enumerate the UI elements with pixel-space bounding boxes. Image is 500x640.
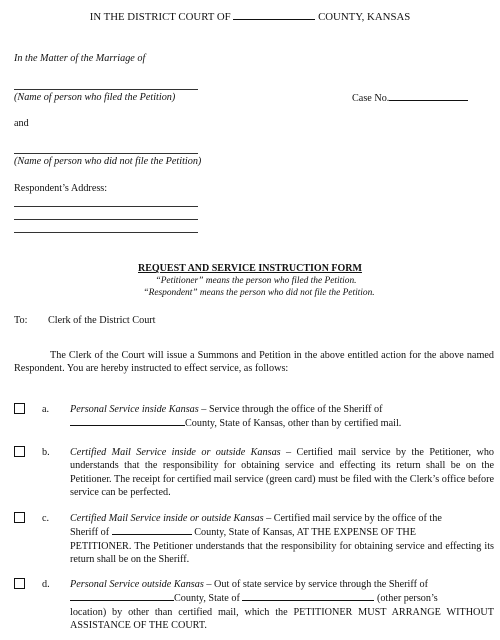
option-d-county-blank[interactable] bbox=[70, 591, 174, 601]
option-a-checkbox[interactable] bbox=[14, 403, 25, 414]
respondent-name-label: (Name of person who did not file the Petition) bbox=[14, 156, 202, 167]
option-b-body: – Certified mail service by the Petitioner, who understands that the responsibility for obtaining service and effecting its return shall be on the Petitioner. The receipt for certified mail service (green card) must be filed with the Clerk’s office before service can be perfected. bbox=[70, 447, 495, 498]
option-d-letter: d. bbox=[42, 579, 50, 590]
court-header bbox=[0, 10, 500, 24]
option-d-line1: – Out of state service by service through the Sheriff of bbox=[206, 579, 428, 590]
option-d-heading: Personal Service outside Kansas bbox=[70, 579, 204, 590]
option-d-checkbox[interactable] bbox=[14, 578, 25, 589]
option-b-checkbox[interactable] bbox=[14, 446, 25, 457]
option-c-rest: PETITIONER. The Petitioner understands that the responsibility for obtaining service and effecting its return shall be on the Sheriff. bbox=[70, 540, 494, 565]
option-b-heading: Certified Mail Service inside or outside Kansas bbox=[70, 447, 281, 458]
respondent-address-label: Respondent’s Address: bbox=[14, 183, 108, 194]
option-c-heading: Certified Mail Service inside or outside Kansas bbox=[70, 513, 264, 524]
option-c-text bbox=[70, 512, 494, 566]
petitioner-name-line[interactable] bbox=[14, 89, 198, 90]
option-a-text bbox=[70, 403, 494, 431]
respondent-name-line[interactable] bbox=[14, 153, 198, 154]
case-number-label: Case No. bbox=[352, 93, 390, 104]
option-d-rest: location) by other than certified mail, which the PETITIONER MUST ARRANGE WITHOUT ASSISTANCE OF THE COURT. bbox=[70, 606, 494, 631]
county-blank[interactable] bbox=[233, 10, 315, 20]
address-line-1[interactable] bbox=[14, 206, 198, 207]
option-c-checkbox[interactable] bbox=[14, 512, 25, 523]
option-a-county-blank[interactable] bbox=[70, 416, 185, 426]
option-c-sheriff-label: Sheriff of bbox=[70, 527, 110, 539]
option-a-letter: a. bbox=[42, 404, 50, 415]
option-a-line1: – Service through the office of the Sheriff of bbox=[201, 404, 383, 415]
address-line-3[interactable] bbox=[14, 232, 198, 233]
to-label: To: bbox=[14, 315, 28, 326]
form-title: REQUEST AND SERVICE INSTRUCTION FORM bbox=[138, 263, 362, 274]
instructions-intro-text: The Clerk of the Court will issue a Summons and Petition in the above entitled action for the above named Respondent. You are hereby instructed to effect service, as follows: bbox=[14, 350, 494, 375]
option-a-heading: Personal Service inside Kansas bbox=[70, 404, 199, 415]
option-d-text bbox=[70, 578, 494, 632]
court-header-prefix: IN THE DISTRICT COURT OF bbox=[89, 11, 231, 23]
address-line-2[interactable] bbox=[14, 219, 198, 220]
matter-label: In the Matter of the Marriage of bbox=[14, 53, 146, 64]
option-c-county-blank[interactable] bbox=[112, 525, 192, 535]
case-number-blank[interactable] bbox=[389, 91, 468, 101]
option-b-text bbox=[70, 446, 494, 499]
option-a-line2: County, State of Kansas, other than by certified mail. bbox=[185, 418, 402, 430]
and-label: and bbox=[14, 118, 29, 129]
petitioner-definition: “Petitioner” means the person who filed the Petition. bbox=[155, 276, 357, 286]
respondent-definition: “Respondent” means the person who did not file the Petition. bbox=[143, 288, 375, 298]
option-c-letter: c. bbox=[42, 513, 50, 524]
option-c-line2b: County, State of Kansas, AT THE EXPENSE OF THE bbox=[194, 527, 416, 539]
option-d-line2a: County, State of bbox=[174, 593, 240, 605]
petitioner-name-label: (Name of person who filed the Petition) bbox=[14, 92, 176, 103]
instructions-intro bbox=[14, 349, 494, 376]
option-d-state-blank[interactable] bbox=[242, 591, 374, 601]
court-header-suffix: COUNTY, KANSAS bbox=[318, 11, 411, 23]
case-number bbox=[352, 91, 468, 105]
option-d-line2b: (other person’s bbox=[376, 593, 438, 605]
to-value: Clerk of the District Court bbox=[48, 315, 156, 326]
option-b-letter: b. bbox=[42, 447, 50, 458]
option-c-line1: – Certified mail service by the office of the bbox=[266, 513, 442, 524]
